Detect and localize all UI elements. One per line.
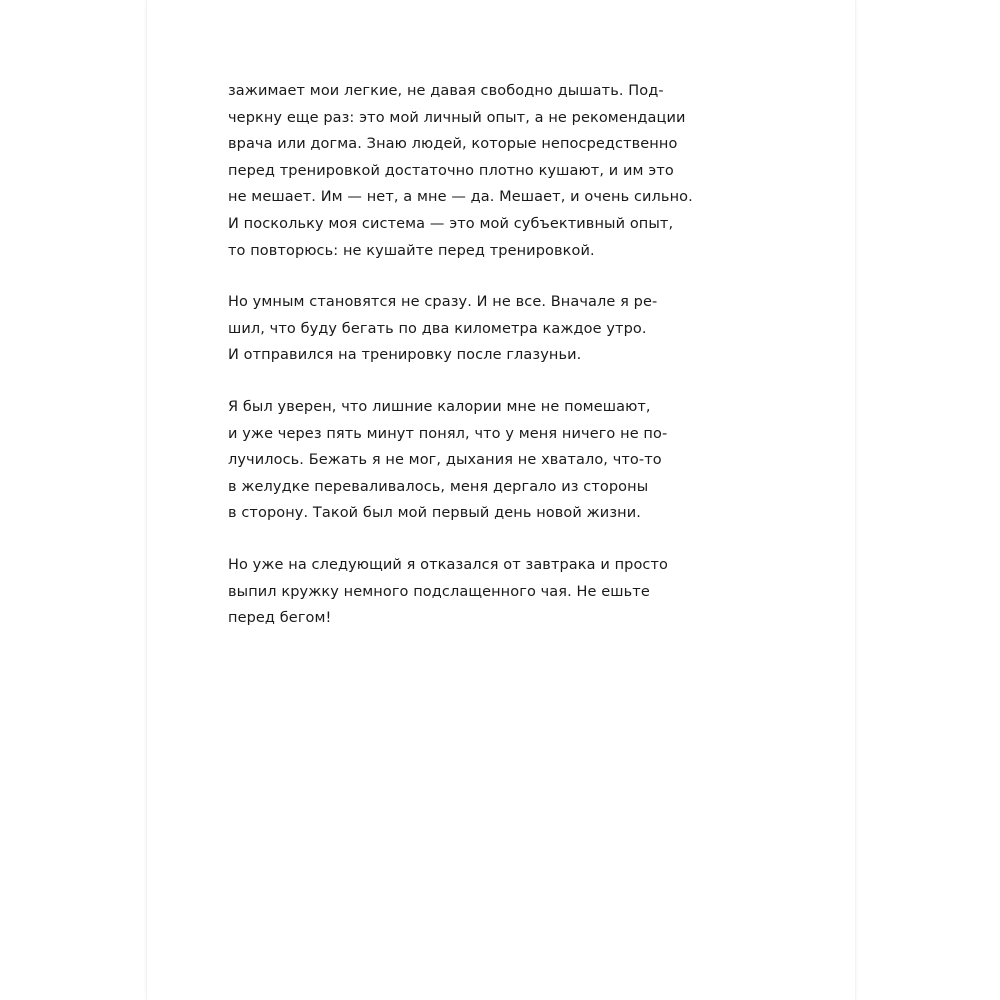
text-line: врача или догма. Знаю людей, которые непосредственно: [228, 136, 678, 153]
paragraph-3: [228, 394, 714, 527]
text-line: Но умным становятся не сразу. И не все. Вначале я ре-: [228, 294, 658, 311]
text-line: и уже через пять минут понял, что у меня ничего не по-: [228, 425, 668, 442]
text-line: Я был уверен, что лишние калории мне не помешают,: [228, 398, 651, 415]
paragraph-4: [228, 552, 714, 632]
text-line: то повторюсь: не кушайте перед тренировкой.: [228, 242, 595, 259]
text-line: в желудке переваливалось, меня дергало из стороны: [228, 478, 649, 495]
text-line: И отправился на тренировку после глазуньи.: [228, 347, 582, 364]
text-line: в сторону. Такой был мой первый день новой жизни.: [228, 505, 641, 522]
text-line: И поскольку моя система — это мой субъективный опыт,: [228, 215, 674, 232]
text-line: перед бегом!: [228, 610, 332, 627]
text-line: Но уже на следующий я отказался от завтрака и просто: [228, 556, 669, 573]
text-line: перед тренировкой достаточно плотно кушают, и им это: [228, 162, 674, 179]
paragraph-1: [228, 78, 714, 264]
text-line: не мешает. Им — нет, а мне — да. Мешает, и очень сильно.: [228, 189, 693, 206]
text-line: лучилось. Бежать я не мог, дыхания не хватало, что-то: [228, 452, 662, 469]
text-line: зажимает мои легкие, не давая свободно дышать. Под-: [228, 83, 664, 99]
paragraph-2: [228, 289, 714, 369]
text-line: шил, что буду бегать по два километра каждое утро.: [228, 320, 647, 337]
text-line: выпил кружку немного подслащенного чая. Не ешьте: [228, 583, 650, 600]
text-line: черкну еще раз: это мой личный опыт, а не рекомендации: [228, 109, 686, 126]
page-text: [228, 78, 714, 657]
